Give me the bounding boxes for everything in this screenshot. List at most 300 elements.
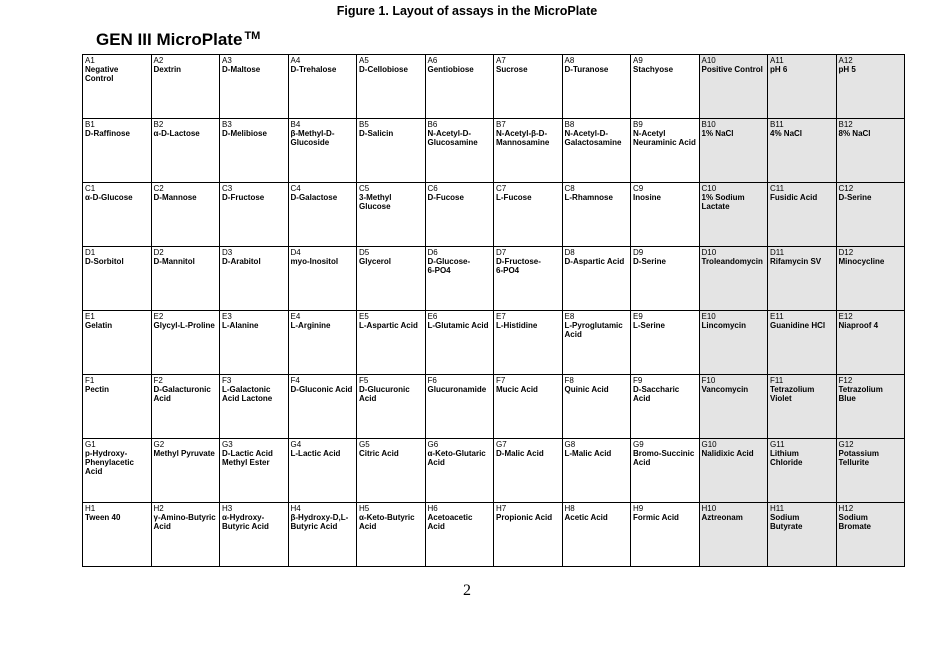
well-substrate: D-Glucuronic Acid (359, 385, 410, 403)
well-id: A3 (222, 56, 232, 65)
well-substrate: Negative Control (85, 65, 119, 83)
well-cell (494, 247, 563, 311)
well-cell (699, 503, 768, 567)
well-substrate: Gelatin (85, 321, 113, 330)
well-substrate: N-Acetyl Neuraminic Acid (633, 129, 696, 147)
well-substrate: α-D-Lactose (153, 129, 200, 138)
well-id: H9 (633, 504, 644, 513)
well-id: A9 (633, 56, 643, 65)
well-substrate: D-Saccharic Acid (633, 385, 680, 403)
well-id: E11 (770, 312, 784, 321)
well-cell (83, 119, 152, 183)
well-substrate: Aztreonam (701, 513, 743, 522)
well-cell (220, 503, 289, 567)
well-substrate: pH 6 (770, 65, 788, 74)
well-substrate: α-D-Glucose (85, 193, 133, 202)
plate-row (83, 439, 905, 503)
well-substrate: Sodium Bromate (838, 513, 871, 531)
well-cell (83, 247, 152, 311)
well-id: B11 (770, 120, 784, 129)
well-cell (220, 439, 289, 503)
well-cell (836, 375, 905, 439)
well-substrate: Lincomycin (701, 321, 746, 330)
well-cell (151, 119, 220, 183)
well-substrate: Propionic Acid (496, 513, 553, 522)
well-cell (288, 503, 357, 567)
well-id: D9 (633, 248, 644, 257)
well-cell (151, 375, 220, 439)
well-id: H7 (496, 504, 507, 513)
well-cell (699, 183, 768, 247)
well-id: E2 (153, 312, 164, 321)
well-substrate: Inosine (633, 193, 662, 202)
well-substrate: Acetoacetic Acid (427, 513, 473, 531)
well-cell (151, 311, 220, 375)
well-substrate: Pectin (85, 385, 110, 394)
well-cell (357, 247, 426, 311)
well-cell (631, 183, 700, 247)
well-cell (357, 55, 426, 119)
plate-row (83, 375, 905, 439)
well-id: H1 (85, 504, 96, 513)
well-cell (631, 247, 700, 311)
well-id: D12 (838, 248, 854, 257)
well-substrate: L-Glutamic Acid (427, 321, 489, 330)
page-number: 2 (463, 582, 471, 599)
well-substrate: L-Aspartic Acid (359, 321, 418, 330)
well-substrate: N-Acetyl-D- Galactosamine (564, 129, 622, 147)
well-id: C12 (838, 184, 854, 193)
well-substrate: p-Hydroxy- Phenylacetic Acid (85, 449, 134, 476)
well-cell (220, 183, 289, 247)
well-substrate: Rifamycin SV (770, 257, 822, 266)
well-id: B7 (496, 120, 506, 129)
well-cell (151, 503, 220, 567)
well-id: E7 (496, 312, 506, 321)
well-substrate: Quinic Acid (564, 385, 609, 394)
well-substrate: D-Mannose (153, 193, 197, 202)
well-cell (836, 311, 905, 375)
well-substrate: L-Serine (633, 321, 666, 330)
well-cell (836, 183, 905, 247)
well-id: G1 (85, 440, 96, 449)
well-id: F6 (427, 376, 437, 385)
well-substrate: D-Galactose (290, 193, 338, 202)
well-id: C5 (359, 184, 370, 193)
well-id: E4 (290, 312, 301, 321)
well-substrate: L-Malic Acid (564, 449, 612, 458)
well-substrate: Methyl Pyruvate (153, 449, 215, 458)
trademark-mark: TM (244, 30, 261, 42)
well-substrate: Stachyose (633, 65, 674, 74)
well-substrate: D-Salicin (359, 129, 394, 138)
well-id: C6 (427, 184, 438, 193)
plate-row (83, 247, 905, 311)
well-cell (494, 119, 563, 183)
well-cell (699, 439, 768, 503)
well-id: E3 (222, 312, 232, 321)
well-id: G9 (633, 440, 644, 449)
well-id: H6 (427, 504, 438, 513)
well-id: G4 (290, 440, 302, 449)
well-substrate: L-Fucose (496, 193, 532, 202)
well-cell (151, 55, 220, 119)
well-id: F5 (359, 376, 369, 385)
well-id: G6 (427, 440, 439, 449)
plate-title-text: GEN III MicroPlate (96, 30, 243, 49)
well-id: B5 (359, 120, 369, 129)
well-substrate: D-Glucose- 6-PO4 (427, 257, 471, 275)
well-cell (83, 55, 152, 119)
well-id: B1 (85, 120, 95, 129)
well-substrate: D-Aspartic Acid (564, 257, 625, 266)
well-substrate: Troleandomycin (701, 257, 763, 266)
well-substrate: pH 5 (838, 65, 856, 74)
well-substrate: Lithium Chloride (770, 449, 803, 467)
well-cell (357, 503, 426, 567)
well-id: B10 (701, 120, 716, 129)
well-substrate: Dextrin (153, 65, 182, 74)
well-cell (83, 311, 152, 375)
well-substrate: Glycerol (359, 257, 392, 266)
well-cell (288, 311, 357, 375)
well-substrate: N-Acetyl-β-D- Mannosamine (496, 129, 550, 147)
well-cell (768, 311, 837, 375)
well-id: H3 (222, 504, 233, 513)
well-id: E8 (564, 312, 575, 321)
well-cell (699, 375, 768, 439)
well-id: C4 (290, 184, 301, 193)
well-id: F4 (290, 376, 300, 385)
well-substrate: D-Arabitol (222, 257, 261, 266)
well-cell (631, 311, 700, 375)
well-substrate: Glycyl-L-Proline (153, 321, 215, 330)
plate-row (83, 311, 905, 375)
well-cell (220, 247, 289, 311)
well-cell (631, 55, 700, 119)
well-substrate: Positive Control (701, 65, 763, 74)
well-cell (425, 55, 494, 119)
well-substrate: myo-Inositol (290, 257, 339, 266)
well-cell (562, 55, 631, 119)
well-id: B8 (564, 120, 575, 129)
well-id: E10 (701, 312, 716, 321)
well-id: D7 (496, 248, 507, 257)
well-cell (768, 375, 837, 439)
well-substrate: D-Lactic Acid Methyl Ester (222, 449, 273, 467)
well-cell (562, 311, 631, 375)
well-id: F10 (701, 376, 716, 385)
well-id: C11 (770, 184, 785, 193)
well-cell (836, 55, 905, 119)
well-substrate: Fusidic Acid (770, 193, 818, 202)
well-id: B3 (222, 120, 232, 129)
well-id: D5 (359, 248, 370, 257)
well-substrate: Mucic Acid (496, 385, 538, 394)
well-cell (83, 183, 152, 247)
microplate-grid (82, 54, 905, 567)
well-id: F12 (838, 376, 853, 385)
well-substrate: L-Arginine (290, 321, 331, 330)
well-id: G5 (359, 440, 370, 449)
well-id: F7 (496, 376, 506, 385)
well-substrate: Niaproof 4 (838, 321, 879, 330)
well-cell (357, 375, 426, 439)
well-id: D11 (770, 248, 785, 257)
well-substrate: 8% NaCl (838, 129, 871, 138)
well-cell (425, 311, 494, 375)
well-id: A2 (153, 56, 164, 65)
well-cell (836, 247, 905, 311)
well-cell (768, 439, 837, 503)
well-id: A5 (359, 56, 369, 65)
well-cell (494, 55, 563, 119)
well-cell (425, 183, 494, 247)
well-id: G10 (701, 440, 717, 449)
well-id: H8 (564, 504, 575, 513)
well-cell (494, 375, 563, 439)
well-id: D3 (222, 248, 233, 257)
well-id: F1 (85, 376, 95, 385)
well-id: B4 (290, 120, 301, 129)
well-id: A6 (427, 56, 438, 65)
well-id: D4 (290, 248, 301, 257)
well-cell (494, 183, 563, 247)
well-substrate: β-Methyl-D- Glucoside (290, 129, 335, 147)
well-substrate: β-Hydroxy-D,L- Butyric Acid (290, 513, 349, 531)
well-id: E1 (85, 312, 95, 321)
well-id: B9 (633, 120, 643, 129)
well-cell (768, 183, 837, 247)
well-id: A8 (564, 56, 575, 65)
well-id: F11 (770, 376, 784, 385)
well-id: C7 (496, 184, 507, 193)
well-cell (83, 375, 152, 439)
well-cell (631, 503, 700, 567)
well-substrate: 1% NaCl (701, 129, 734, 138)
well-id: G7 (496, 440, 507, 449)
well-cell (836, 439, 905, 503)
well-cell (494, 311, 563, 375)
well-substrate: L-Alanine (222, 321, 259, 330)
well-substrate: Glucuronamide (427, 385, 487, 394)
well-cell (288, 55, 357, 119)
well-cell (288, 439, 357, 503)
well-cell (631, 375, 700, 439)
well-cell (494, 439, 563, 503)
well-cell (220, 119, 289, 183)
well-id: C2 (153, 184, 164, 193)
well-id: D10 (701, 248, 717, 257)
plate-row (83, 55, 905, 119)
well-id: G8 (564, 440, 576, 449)
well-substrate: Minocycline (838, 257, 885, 266)
well-substrate: D-Sorbitol (85, 257, 124, 266)
well-substrate: Nalidixic Acid (701, 449, 754, 458)
well-substrate: Gentiobiose (427, 65, 474, 74)
well-substrate: Sodium Butyrate (770, 513, 803, 531)
well-cell (288, 119, 357, 183)
well-substrate: Potassium Tellurite (838, 449, 879, 467)
well-substrate: Acetic Acid (564, 513, 608, 522)
plate-row (83, 119, 905, 183)
well-cell (425, 247, 494, 311)
plate-row (83, 503, 905, 567)
well-cell (699, 311, 768, 375)
well-cell (151, 247, 220, 311)
well-id: C9 (633, 184, 644, 193)
well-substrate: Guanidine HCl (770, 321, 826, 330)
well-cell (562, 247, 631, 311)
well-substrate: D-Galacturonic Acid (153, 385, 211, 403)
well-substrate: L-Rhamnose (564, 193, 613, 202)
well-cell (425, 503, 494, 567)
well-id: G11 (770, 440, 785, 449)
well-id: G2 (153, 440, 165, 449)
well-substrate: D-Raffinose (85, 129, 130, 138)
well-cell (425, 119, 494, 183)
well-cell (768, 247, 837, 311)
well-cell (562, 119, 631, 183)
well-id: E9 (633, 312, 643, 321)
well-cell (425, 375, 494, 439)
well-substrate: D-Maltose (222, 65, 261, 74)
well-cell (699, 55, 768, 119)
well-id: H5 (359, 504, 370, 513)
well-cell (425, 439, 494, 503)
well-cell (288, 247, 357, 311)
well-substrate: D-Fructose- 6-PO4 (496, 257, 541, 275)
well-cell (562, 439, 631, 503)
well-cell (220, 375, 289, 439)
well-substrate: Tween 40 (85, 513, 121, 522)
well-id: A1 (85, 56, 95, 65)
well-id: C10 (701, 184, 717, 193)
well-substrate: Citric Acid (359, 449, 399, 458)
well-substrate: D-Mannitol (153, 257, 195, 266)
well-cell (357, 183, 426, 247)
well-cell (836, 119, 905, 183)
well-id: D8 (564, 248, 575, 257)
well-substrate: γ-Amino-Butyric Acid (153, 513, 216, 531)
plate-title (96, 30, 260, 50)
well-id: A4 (290, 56, 301, 65)
well-id: E6 (427, 312, 438, 321)
well-cell (768, 55, 837, 119)
well-substrate: 3-Methyl Glucose (359, 193, 392, 211)
well-id: B2 (153, 120, 164, 129)
well-substrate: α-Keto-Glutaric Acid (427, 449, 486, 467)
well-id: B12 (838, 120, 853, 129)
well-id: F2 (153, 376, 163, 385)
well-id: E12 (838, 312, 853, 321)
well-substrate: L-Histidine (496, 321, 538, 330)
well-id: A7 (496, 56, 506, 65)
well-cell (768, 503, 837, 567)
well-substrate: D-Malic Acid (496, 449, 544, 458)
well-cell (836, 503, 905, 567)
well-substrate: Sucrose (496, 65, 528, 74)
well-id: D6 (427, 248, 438, 257)
plate-row (83, 183, 905, 247)
well-id: H10 (701, 504, 717, 513)
well-id: C3 (222, 184, 233, 193)
well-cell (699, 247, 768, 311)
well-cell (699, 119, 768, 183)
well-id: H4 (290, 504, 301, 513)
well-id: E5 (359, 312, 369, 321)
well-id: G3 (222, 440, 233, 449)
well-id: A11 (770, 56, 784, 65)
well-substrate: D-Cellobiose (359, 65, 408, 74)
well-substrate: D-Serine (838, 193, 872, 202)
well-cell (768, 119, 837, 183)
well-cell (562, 375, 631, 439)
well-id: H11 (770, 504, 785, 513)
well-substrate: L-Galactonic Acid Lactone (222, 385, 273, 403)
well-id: G12 (838, 440, 854, 449)
well-substrate: 4% NaCl (770, 129, 803, 138)
well-substrate: Tetrazolium Blue (838, 385, 883, 403)
well-substrate: L-Pyroglutamic Acid (564, 321, 623, 339)
well-id: A12 (838, 56, 853, 65)
well-substrate: D-Melibiose (222, 129, 267, 138)
well-substrate: α-Hydroxy- Butyric Acid (222, 513, 269, 531)
well-cell (631, 439, 700, 503)
well-substrate: D-Gluconic Acid (290, 385, 353, 394)
well-cell (151, 439, 220, 503)
well-substrate: Tetrazolium Violet (770, 385, 815, 403)
well-id: F9 (633, 376, 643, 385)
well-cell (220, 311, 289, 375)
well-substrate: D-Trehalose (290, 65, 337, 74)
well-cell (83, 503, 152, 567)
well-cell (562, 503, 631, 567)
well-id: F8 (564, 376, 574, 385)
well-id: B6 (427, 120, 438, 129)
well-id: C8 (564, 184, 575, 193)
well-substrate: D-Fucose (427, 193, 464, 202)
well-cell (357, 119, 426, 183)
well-substrate: D-Fructose (222, 193, 265, 202)
well-id: A10 (701, 56, 716, 65)
well-id: F3 (222, 376, 232, 385)
well-cell (151, 183, 220, 247)
well-substrate: L-Lactic Acid (290, 449, 341, 458)
figure-title: Figure 1. Layout of assays in the MicroPlate (336, 4, 598, 18)
well-id: C1 (85, 184, 96, 193)
well-cell (357, 439, 426, 503)
well-cell (288, 375, 357, 439)
well-cell (357, 311, 426, 375)
well-id: D2 (153, 248, 164, 257)
well-cell (494, 503, 563, 567)
well-substrate: Formic Acid (633, 513, 679, 522)
well-substrate: 1% Sodium Lactate (701, 193, 745, 211)
well-cell (562, 183, 631, 247)
well-cell (631, 119, 700, 183)
well-cell (288, 183, 357, 247)
well-substrate: D-Turanose (564, 65, 609, 74)
well-substrate: α-Keto-Butyric Acid (359, 513, 415, 531)
well-id: H2 (153, 504, 164, 513)
well-id: D1 (85, 248, 96, 257)
well-substrate: D-Serine (633, 257, 666, 266)
well-substrate: Vancomycin (701, 385, 749, 394)
well-cell (220, 55, 289, 119)
well-id: H12 (838, 504, 854, 513)
well-substrate: N-Acetyl-D- Glucosamine (427, 129, 478, 147)
